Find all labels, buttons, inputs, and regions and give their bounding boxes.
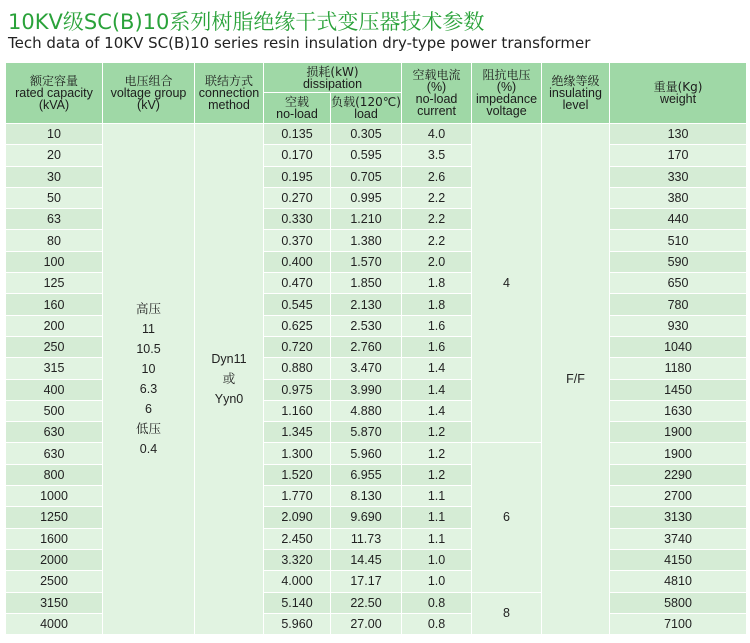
insulating-level-cell: F/F	[542, 124, 610, 635]
capacity-cell: 125	[6, 273, 103, 294]
connection-method-cell-line: Yyn0	[214, 392, 244, 407]
capacity-cell: 2000	[6, 549, 103, 570]
voltage-group-cell-line: 0.4	[139, 442, 158, 457]
weight-cell: 3130	[610, 507, 747, 528]
capacity-cell: 10	[6, 124, 103, 145]
capacity-cell: 80	[6, 230, 103, 251]
load-loss-cell: 2.530	[331, 315, 402, 336]
noload-current-cell: 1.1	[402, 528, 472, 549]
noload-current-cell: 0.8	[402, 613, 472, 634]
noload-current-cell: 4.0	[402, 124, 472, 145]
capacity-cell: 1600	[6, 528, 103, 549]
load-loss-cell: 5.870	[331, 422, 402, 443]
load-loss-cell: 5.960	[331, 443, 402, 464]
capacity-cell: 630	[6, 422, 103, 443]
noload-loss-cell: 0.270	[264, 187, 331, 208]
noload-loss-cell: 2.090	[264, 507, 331, 528]
noload-loss-cell: 0.625	[264, 315, 331, 336]
noload-current-cell: 1.0	[402, 549, 472, 570]
capacity-cell: 400	[6, 379, 103, 400]
weight-cell: 170	[610, 145, 747, 166]
load-loss-cell: 22.50	[331, 592, 402, 613]
weight-cell: 440	[610, 209, 747, 230]
weight-cell: 3740	[610, 528, 747, 549]
weight-cell: 1450	[610, 379, 747, 400]
capacity-cell: 50	[6, 187, 103, 208]
load-loss-cell: 4.880	[331, 400, 402, 421]
weight-cell: 7100	[610, 613, 747, 634]
noload-current-cell: 1.1	[402, 486, 472, 507]
load-loss-cell: 8.130	[331, 486, 402, 507]
load-loss-cell: 1.380	[331, 230, 402, 251]
noload-current-cell: 1.0	[402, 571, 472, 592]
weight-cell: 4810	[610, 571, 747, 592]
capacity-cell: 1000	[6, 486, 103, 507]
load-loss-cell: 0.305	[331, 124, 402, 145]
voltage-group-cell	[103, 124, 195, 635]
voltage-group-cell-line: 高压	[135, 302, 161, 317]
noload-loss-cell: 0.170	[264, 145, 331, 166]
voltage-group-cell-line: 11	[142, 322, 155, 337]
header-dissipation: 损耗(kW) dissipation	[264, 63, 402, 93]
noload-loss-cell: 0.545	[264, 294, 331, 315]
noload-loss-cell: 0.470	[264, 273, 331, 294]
noload-current-cell: 0.8	[402, 592, 472, 613]
noload-current-cell: 2.6	[402, 166, 472, 187]
table-row	[6, 124, 747, 145]
noload-loss-cell: 0.880	[264, 358, 331, 379]
noload-loss-cell: 0.195	[264, 166, 331, 187]
header-load-loss: 负载(120℃) load	[331, 93, 402, 124]
noload-current-cell: 2.2	[402, 230, 472, 251]
page-subtitle: Tech data of 10KV SC(B)10 series resin insulation dry-type power transformer	[8, 34, 591, 52]
load-loss-cell: 1.570	[331, 251, 402, 272]
noload-loss-cell: 0.330	[264, 209, 331, 230]
capacity-cell: 160	[6, 294, 103, 315]
noload-current-cell: 1.8	[402, 294, 472, 315]
capacity-cell: 20	[6, 145, 103, 166]
load-loss-cell: 1.210	[331, 209, 402, 230]
voltage-group-cell-line: 6.3	[139, 382, 158, 397]
header-weight: 重量(Kg) weight	[610, 63, 747, 124]
capacity-cell: 2500	[6, 571, 103, 592]
noload-current-cell: 3.5	[402, 145, 472, 166]
tech-data-table	[5, 62, 747, 635]
noload-current-cell: 1.8	[402, 273, 472, 294]
impedance-cell: 4	[472, 124, 542, 443]
noload-loss-cell: 0.400	[264, 251, 331, 272]
noload-loss-cell: 2.450	[264, 528, 331, 549]
capacity-cell: 315	[6, 358, 103, 379]
noload-loss-cell: 1.770	[264, 486, 331, 507]
header-insulating-level: 绝缘等级 insulating level	[542, 63, 610, 124]
capacity-cell: 100	[6, 251, 103, 272]
weight-cell: 5800	[610, 592, 747, 613]
noload-current-cell: 2.2	[402, 209, 472, 230]
capacity-cell: 250	[6, 336, 103, 357]
header-noload-current: 空载电流 (%) no-load current	[402, 63, 472, 124]
voltage-group-cell-line: 10	[141, 362, 156, 377]
noload-loss-cell: 3.320	[264, 549, 331, 570]
noload-loss-cell: 0.720	[264, 336, 331, 357]
load-loss-cell: 17.17	[331, 571, 402, 592]
voltage-group-cell-line: 10.5	[136, 342, 161, 357]
noload-current-cell: 1.2	[402, 422, 472, 443]
weight-cell: 380	[610, 187, 747, 208]
impedance-cell: 6	[472, 443, 542, 592]
connection-method-cell-line: Dyn11	[211, 352, 247, 367]
noload-current-cell: 2.2	[402, 187, 472, 208]
load-loss-cell: 11.73	[331, 528, 402, 549]
capacity-cell: 3150	[6, 592, 103, 613]
weight-cell: 930	[610, 315, 747, 336]
capacity-cell: 800	[6, 464, 103, 485]
weight-cell: 780	[610, 294, 747, 315]
noload-loss-cell: 0.975	[264, 379, 331, 400]
impedance-cell: 8	[472, 592, 542, 635]
load-loss-cell: 6.955	[331, 464, 402, 485]
capacity-cell: 4000	[6, 613, 103, 634]
weight-cell: 4150	[610, 549, 747, 570]
noload-current-cell: 1.6	[402, 315, 472, 336]
noload-current-cell: 1.6	[402, 336, 472, 357]
noload-current-cell: 1.1	[402, 507, 472, 528]
voltage-group-cell-line: 低压	[135, 422, 161, 437]
table-body	[6, 124, 747, 635]
weight-cell: 2290	[610, 464, 747, 485]
noload-loss-cell: 0.370	[264, 230, 331, 251]
load-loss-cell: 0.705	[331, 166, 402, 187]
header-noload-loss: 空载 no-load	[264, 93, 331, 124]
weight-cell: 1900	[610, 422, 747, 443]
noload-loss-cell: 1.160	[264, 400, 331, 421]
noload-loss-cell: 1.345	[264, 422, 331, 443]
noload-current-cell: 1.4	[402, 400, 472, 421]
capacity-cell: 63	[6, 209, 103, 230]
page-title: 10KV级SC(B)10系列树脂绝缘干式变压器技术参数	[8, 10, 485, 34]
load-loss-cell: 27.00	[331, 613, 402, 634]
weight-cell: 1040	[610, 336, 747, 357]
noload-loss-cell: 5.960	[264, 613, 331, 634]
capacity-cell: 1250	[6, 507, 103, 528]
noload-current-cell: 2.0	[402, 251, 472, 272]
connection-method-cell	[195, 124, 264, 635]
load-loss-cell: 9.690	[331, 507, 402, 528]
noload-loss-cell: 4.000	[264, 571, 331, 592]
noload-current-cell: 1.2	[402, 464, 472, 485]
load-loss-cell: 3.470	[331, 358, 402, 379]
header-voltage-group: 电压组合 voltage group (kV)	[103, 63, 195, 124]
header-impedance-voltage: 阻抗电压 (%) impedance voltage	[472, 63, 542, 124]
load-loss-cell: 3.990	[331, 379, 402, 400]
voltage-group-cell-line: 6	[145, 402, 152, 417]
load-loss-cell: 1.850	[331, 273, 402, 294]
weight-cell: 510	[610, 230, 747, 251]
weight-cell: 650	[610, 273, 747, 294]
capacity-cell: 30	[6, 166, 103, 187]
capacity-cell: 500	[6, 400, 103, 421]
weight-cell: 130	[610, 124, 747, 145]
connection-method-cell-line: 或	[222, 372, 236, 387]
weight-cell: 2700	[610, 486, 747, 507]
load-loss-cell: 0.995	[331, 187, 402, 208]
noload-loss-cell: 1.520	[264, 464, 331, 485]
weight-cell: 330	[610, 166, 747, 187]
noload-current-cell: 1.4	[402, 358, 472, 379]
load-loss-cell: 2.760	[331, 336, 402, 357]
weight-cell: 1630	[610, 400, 747, 421]
load-loss-cell: 2.130	[331, 294, 402, 315]
header-capacity: 额定容量 rated capacity (kVA)	[6, 63, 103, 124]
noload-current-cell: 1.2	[402, 443, 472, 464]
load-loss-cell: 0.595	[331, 145, 402, 166]
capacity-cell: 630	[6, 443, 103, 464]
noload-loss-cell: 5.140	[264, 592, 331, 613]
weight-cell: 590	[610, 251, 747, 272]
header-connection-method: 联结方式 connection method	[195, 63, 264, 124]
weight-cell: 1180	[610, 358, 747, 379]
weight-cell: 1900	[610, 443, 747, 464]
noload-loss-cell: 1.300	[264, 443, 331, 464]
capacity-cell: 200	[6, 315, 103, 336]
noload-current-cell: 1.4	[402, 379, 472, 400]
load-loss-cell: 14.45	[331, 549, 402, 570]
noload-loss-cell: 0.135	[264, 124, 331, 145]
